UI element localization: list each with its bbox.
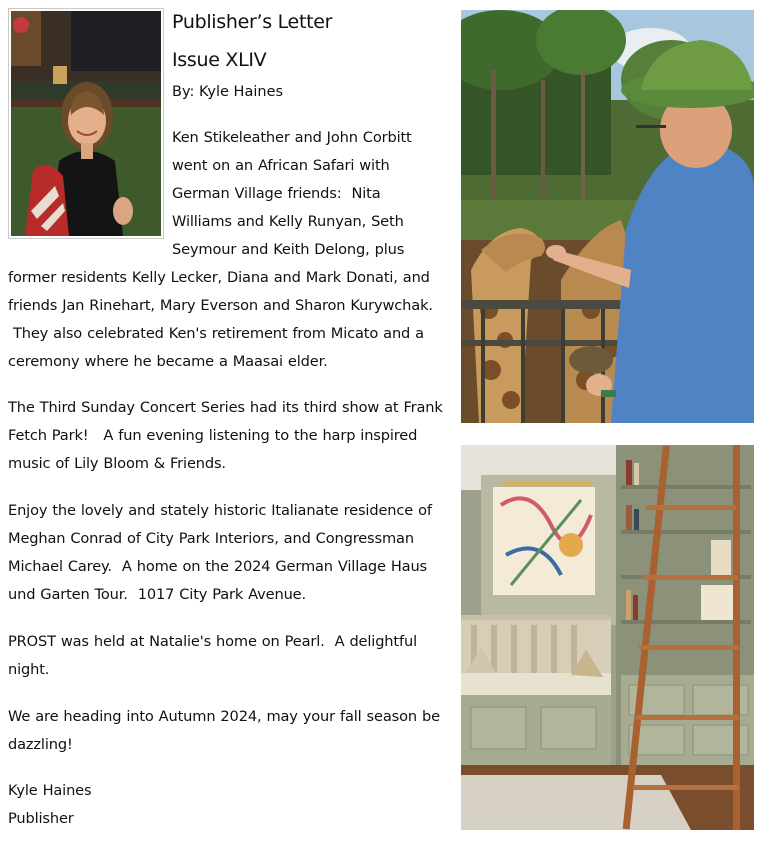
- paragraph-prost: [8, 628, 456, 684]
- paragraph-safari-intro: [172, 124, 452, 264]
- signature-block: [8, 777, 456, 833]
- text-line: Seymour and Keith Delong, plus: [172, 241, 405, 258]
- text-line: Michael Carey. A home on the 2024 German Village Haus: [8, 558, 428, 575]
- text-line: music of Lily Bloom & Friends.: [8, 455, 226, 472]
- text-line: dazzling!: [8, 736, 73, 753]
- text-line: Enjoy the lovely and stately historic Italianate residence of: [8, 502, 432, 519]
- text-line: went on an African Safari with: [172, 157, 390, 174]
- page-title: Publisher’s Letter: [172, 11, 333, 33]
- text-line: Fetch Park! A fun evening listening to the harp inspired: [8, 427, 418, 444]
- text-line: We are heading into Autumn 2024, may your fall season be: [8, 708, 440, 725]
- text-line: former residents Kelly Lecker, Diana and Mark Donati, and: [8, 269, 430, 286]
- paragraph-safari-continued: [8, 264, 456, 376]
- text-line: Meghan Conrad of City Park Interiors, and Congressman: [8, 530, 414, 547]
- signature-name: Kyle Haines: [8, 782, 92, 799]
- issue-number: Issue XLIV: [172, 49, 267, 71]
- text-line: night.: [8, 661, 50, 678]
- text-line: They also celebrated Ken's retirement from Micato and a: [8, 325, 424, 342]
- signature-role: Publisher: [8, 810, 74, 827]
- giraffe-feeding-photo: [461, 10, 754, 423]
- text-line: The Third Sunday Concert Series had its third show at Frank: [8, 399, 443, 416]
- text-line: PROST was held at Natalie's home on Pearl. A delightful: [8, 633, 417, 650]
- text-line: German Village friends: Nita: [172, 185, 381, 202]
- text-line: ceremony where he became a Maasai elder.: [8, 353, 328, 370]
- text-line: Ken Stikeleather and John Corbitt: [172, 129, 412, 146]
- paragraph-concert-series: [8, 394, 456, 478]
- paragraph-autumn-closing: [8, 703, 456, 759]
- text-line: friends Jan Rinehart, Mary Everson and Sharon Kurywchak.: [8, 297, 433, 314]
- author-portrait-photo: [8, 8, 164, 239]
- interior-library-photo: [461, 445, 754, 830]
- paragraph-haus-garten-tour: [8, 497, 456, 609]
- text-line: und Garten Tour. 1017 City Park Avenue.: [8, 586, 306, 603]
- author-byline: By: Kyle Haines: [172, 84, 284, 100]
- text-line: Williams and Kelly Runyan, Seth: [172, 213, 404, 230]
